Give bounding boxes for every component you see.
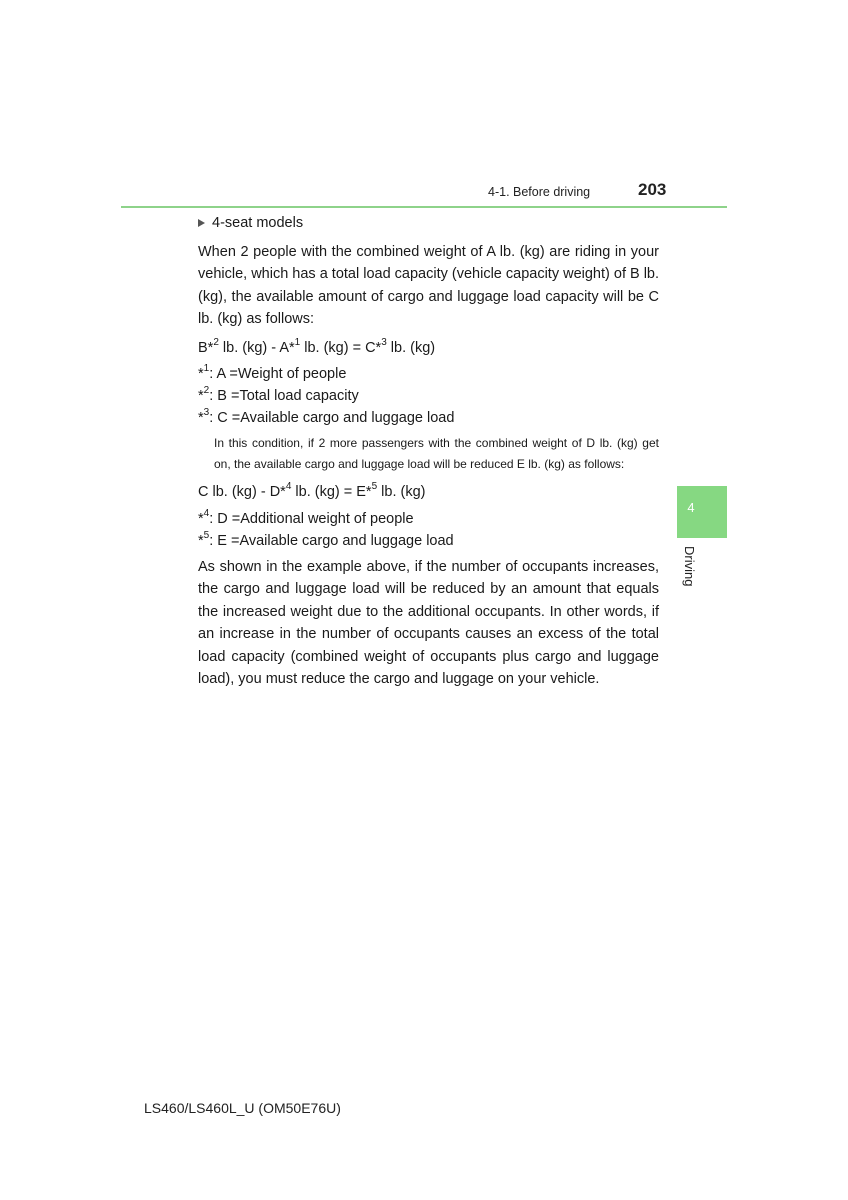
eq2-part-c: lb. (kg) [377,484,426,500]
footnote-text: : A =Weight of people [209,366,347,382]
chapter-label: Driving [682,546,697,587]
eq1-sup-b: 1 [294,336,301,348]
chapter-tab [677,486,727,538]
eq1-sup-c: 3 [381,336,387,348]
footnote-text: : C =Available cargo and luggage load [209,410,455,426]
conclusion-paragraph: As shown in the example above, if the number of occupants increases, the cargo and luggage load will be reduced by an amount that equals the increased weight due to the additional occupants. In other words, if an increase in the number of occupants causes an excess of the total load capacity (combined weight of occupants plus cargo and luggage load), you must reduce the cargo and luggage on your vehicle. [198,558,659,687]
footnote-text: : D =Additional weight of people [209,510,414,527]
footnote-mark: * [198,510,204,527]
eq2-sup-b: 5 [371,481,378,493]
footnote-number: 4 [203,507,210,519]
eq2-part-b: lb. (kg) = E* [291,484,372,500]
header-section-title: 4-1. Before driving [488,185,591,199]
footnote-mark: * [198,388,204,404]
subheading [198,212,659,235]
footnote-mark: * [198,366,204,382]
main-content [198,212,659,697]
header-divider [121,206,727,208]
footnote-text: : E =Available cargo and luggage load [209,532,454,549]
eq1-part-d: lb. (kg) [386,339,436,356]
footnotes-1 [198,363,659,429]
footnote [198,508,659,530]
footnote [198,407,659,429]
footnote-mark: * [198,532,204,549]
intro-paragraph: When 2 people with the combined weight of A lb. (kg) are riding in your vehicle, which has a total load capacity (vehicle capacity weight) of B lb. (kg), the available amount of cargo and luggage load capacity will be C lb. (kg) as follows: [198,243,660,327]
eq1-part-a: B* [198,339,214,356]
footnotes-2 [198,508,659,552]
footnote-number: 1 [203,363,210,375]
footnote-mark: * [198,410,204,426]
footer-model: LS460/LS460L_U (OM50E76U) [144,1100,341,1116]
note-paragraph: In this condition, if 2 more passengers with the combined weight of D lb. (kg) get on, the available cargo and luggage load will be reduced E lb. (kg) as follows: [214,436,659,471]
subheading-text: 4-seat models [212,215,304,231]
footnote [198,363,659,385]
eq1-part-b: lb. (kg) - A* [218,339,295,356]
chapter-number: 4 [687,500,695,515]
eq1-sup-a: 2 [213,336,219,348]
footnote [198,530,659,552]
equation-2 [198,481,659,504]
eq1-part-c: lb. (kg) = C* [300,339,382,356]
triangle-bullet-icon [198,219,205,227]
footnote-number: 5 [203,529,210,541]
footnote-number: 3 [203,407,210,419]
eq2-sup-a: 4 [285,481,292,493]
page-number: 203 [638,180,667,199]
footnote-number: 2 [203,385,210,397]
equation-1 [198,337,659,360]
footnote [198,385,659,407]
eq2-part-a: C lb. (kg) - D* [198,484,286,500]
footnote-text: : B =Total load capacity [209,388,359,404]
